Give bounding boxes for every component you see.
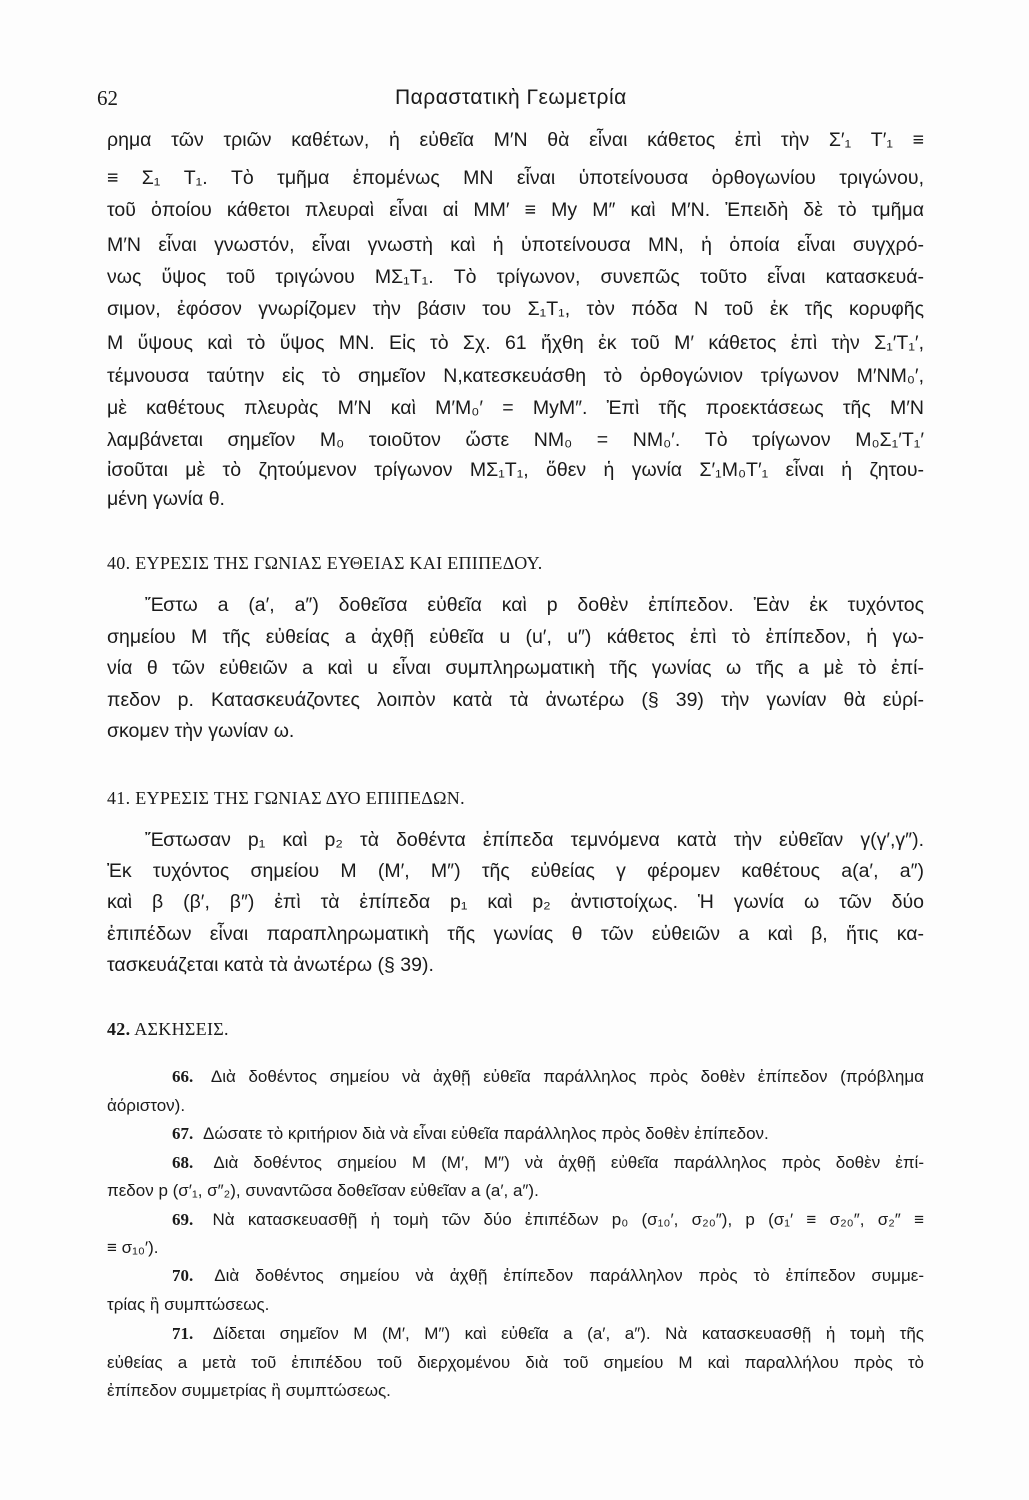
paragraph-line: πεδον p. Κατασκευάζοντες λοιπὸν κατὰ τὰ ἀνωτέρω (§ 39) τὴν γωνίαν θὰ εὑρί- bbox=[107, 689, 924, 711]
paragraph-line: Ἐκ τυχόντος σημείου M (M′, M″) τῆς εὐθείας γ φέρομεν καθέτους a(a′, a″) bbox=[107, 860, 924, 882]
exercise-number: 69. bbox=[172, 1210, 194, 1229]
exercise-line: πεδον p (σ′₁, σ″₂), συναντῶσα δοθεῖσαν εὐθεῖαν a (a′, a″). bbox=[107, 1181, 539, 1200]
exercise-text: Νὰ κατασκευασθῇ ἡ τομὴ τῶν δύο ἐπιπέδων p₀ (σ₁₀′, σ₂₀″), p (σ₁′ ≡ σ₂₀″, σ₂″ ≡ bbox=[212, 1210, 924, 1229]
section-number: 42. bbox=[107, 1019, 131, 1039]
exercise-number: 70. bbox=[172, 1266, 194, 1285]
exercise-line: ἀόριστον). bbox=[107, 1096, 186, 1115]
exercise-line bbox=[172, 1322, 924, 1346]
exercise-line: εὐθείας a μετὰ τοῦ ἐπιπέδου τοῦ διερχομένου διὰ τοῦ σημείου M καὶ παραλλήλου πρὸς τὸ bbox=[107, 1353, 924, 1372]
paragraph-line: ἐπιπέδων εἶναι παραπληρωματικὴ τῆς γωνίας θ τῶν εὐθειῶν a καὶ β, ἥτις κα- bbox=[107, 923, 924, 945]
exercise-line: ≡ σ₁₀′). bbox=[107, 1238, 159, 1257]
exercise-text: Διὰ δοθέντος σημείου M (M′, M″) νὰ ἀχθῇ εὐθεῖα παράλληλος πρὸς δοθὲν ἐπί- bbox=[213, 1153, 924, 1172]
section-heading bbox=[107, 1017, 229, 1041]
running-title: Παραστατικὴ Γεωμετρία bbox=[395, 86, 627, 109]
paragraph-line: τέμνουσα ταύτην εἰς τὸ σημεῖον N,κατεσκευάσθη τὸ ὀρθογώνιον τρίγωνον M′NM₀′, bbox=[107, 365, 924, 387]
exercise-line: ἐπίπεδον συμμετρίας ἢ συμπτώσεως. bbox=[107, 1381, 391, 1400]
exercise-line bbox=[172, 1151, 924, 1175]
section-heading bbox=[107, 786, 465, 810]
paragraph-line: λαμβάνεται σημεῖον M₀ τοιοῦτον ὥστε NM₀ = NM₀′. Τὸ τρίγωνον M₀Σ₁′T₁′ bbox=[107, 429, 924, 451]
section-heading bbox=[107, 551, 543, 575]
paragraph-line: καὶ β (β′, β″) ἐπὶ τὰ ἐπίπεδα p₁ καὶ p₂ ἀντιστοίχως. Ἡ γωνία ω τῶν δύο bbox=[107, 891, 924, 913]
exercise-number: 68. bbox=[172, 1153, 194, 1172]
paragraph-line: νως ὕψος τοῦ τριγώνου MΣ₁T₁. Τὸ τρίγωνον, συνεπῶς τοῦτο εἶναι κατασκευά- bbox=[107, 266, 924, 288]
exercise-line bbox=[172, 1264, 924, 1288]
exercise-text: Δώσατε τὸ κριτήριον διὰ νὰ εἶναι εὐθεῖα παράλληλος πρὸς δοθὲν ἐπίπεδον. bbox=[203, 1124, 769, 1143]
paragraph-line: Ἔστωσαν p₁ καὶ p₂ τὰ δοθέντα ἐπίπεδα τεμνόμενα κατὰ τὴν εὐθεῖαν γ(γ′,γ″). bbox=[145, 829, 924, 851]
paragraph-line: ρημα τῶν τριῶν καθέτων, ἡ εὐθεῖα M′N θὰ εἶναι κάθετος ἐπὶ τὴν Σ′₁ T′₁ ≡ bbox=[107, 129, 924, 151]
exercise-line bbox=[172, 1208, 924, 1232]
exercise-number: 67. bbox=[172, 1124, 194, 1143]
section-title: ΑΣΚΗΣΕΙΣ. bbox=[134, 1019, 229, 1039]
section-number: 40. bbox=[107, 553, 131, 573]
paragraph-line: μένη γωνία θ. bbox=[107, 488, 225, 510]
paragraph-line: ἰσοῦται μὲ τὸ ζητούμενον τρίγωνον MΣ₁T₁, ὅθεν ἡ γωνία Σ′₁M₀T′₁ εἶναι ἡ ζητου- bbox=[107, 459, 924, 481]
section-number: 41. bbox=[107, 788, 131, 808]
paragraph-line: σκομεν τὴν γωνίαν ω. bbox=[107, 720, 295, 742]
paragraph-line: σιμον, ἐφόσον γνωρίζομεν τὴν βάσιν του Σ₁T₁, τὸν πόδα N τοῦ ἐκ τῆς κορυφῆς bbox=[107, 298, 924, 320]
paragraph-line: νία θ τῶν εὐθειῶν a καὶ u εἶναι συμπληρωματικὴ τῆς γωνίας ω τῆς a μὲ τὸ ἐπί- bbox=[107, 657, 924, 679]
paragraph-line: ≡ Σ₁ T₁. Τὸ τμῆμα ἑπομένως MN εἶναι ὑποτείνουσα ὀρθογωνίου τριγώνου, bbox=[107, 167, 924, 189]
paragraph-line: Ἔστω a (a′, a″) δοθεῖσα εὐθεῖα καὶ p δοθὲν ἐπίπεδον. Ἐὰν ἐκ τυχόντος bbox=[145, 594, 924, 616]
paragraph-line: τασκευάζεται κατὰ τὰ ἀνωτέρω (§ 39). bbox=[107, 954, 434, 976]
exercise-text: Διὰ δοθέντος σημείου νὰ ἀχθῇ ἐπίπεδον παράλληλον πρὸς τὸ ἐπίπεδον συμμε- bbox=[214, 1266, 924, 1285]
paragraph-line: μὲ καθέτους πλευρὰς M′N καὶ M′M₀′ = MyM″. Ἐπὶ τῆς προεκτάσεως τῆς M′N bbox=[107, 397, 924, 419]
exercise-line: τρίας ἢ συμπτώσεως. bbox=[107, 1295, 270, 1314]
exercise-text: Διὰ δοθέντος σημείου νὰ ἀχθῇ εὐθεῖα παράλληλος πρὸς δοθὲν ἐπίπεδον (πρόβλημα bbox=[210, 1067, 924, 1086]
section-title: ΕΥΡΕΣΙΣ ΤΗΣ ΓΩΝΙΑΣ ΔΥΟ ΕΠΙΠΕΔΩΝ. bbox=[135, 788, 465, 808]
paragraph-line: σημείου M τῆς εὐθείας a ἀχθῇ εὐθεῖα u (u′, u″) κάθετος ἐπὶ τὸ ἐπίπεδον, ἡ γω- bbox=[107, 626, 924, 648]
exercise-line bbox=[172, 1122, 924, 1146]
section-title: ΕΥΡΕΣΙΣ ΤΗΣ ΓΩΝΙΑΣ ΕΥΘΕΙΑΣ ΚΑΙ ΕΠΙΠΕΔΟΥ. bbox=[135, 553, 543, 573]
exercise-text: Δίδεται σημεῖον M (M′, M″) καὶ εὐθεῖα a (a′, a″). Νὰ κατασκευασθῇ ἡ τομὴ τῆς bbox=[212, 1324, 924, 1343]
exercise-number: 71. bbox=[172, 1324, 194, 1343]
exercise-line bbox=[172, 1065, 924, 1089]
paragraph-line: M′N εἶναι γνωστόν, εἶναι γνωστὴ καὶ ἡ ὑποτείνουσα MN, ἡ ὁποία εἶναι συγχρό- bbox=[107, 234, 924, 256]
paragraph-line: M ὕψους καὶ τὸ ὕψος MN. Εἰς τὸ Σχ. 61 ἤχθη ἐκ τοῦ M′ κάθετος ἐπὶ τὴν Σ₁′T₁′, bbox=[107, 332, 924, 354]
page-number: 62 bbox=[97, 86, 118, 110]
exercise-number: 66. bbox=[172, 1067, 194, 1086]
paragraph-line: τοῦ ὁποίου κάθετοι πλευραὶ εἶναι αἱ MM′ ≡ My M″ καὶ M′N. Ἐπειδὴ δὲ τὸ τμῆμα bbox=[107, 199, 924, 221]
